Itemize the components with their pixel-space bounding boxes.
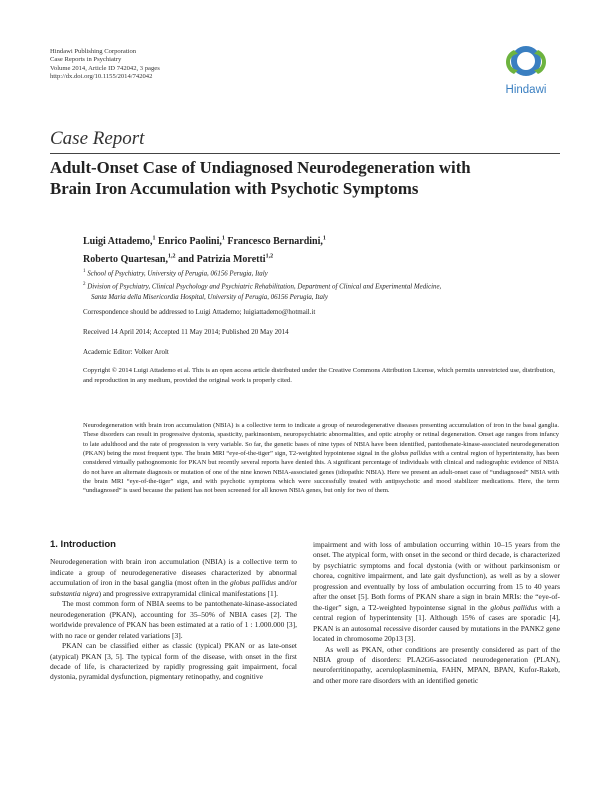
article-type: Case Report	[50, 128, 145, 149]
affiliation-continued: Santa Maria della Misericordia Hospital, University of Perugia, 06156 Perugia, Italy	[91, 294, 328, 302]
doi-link[interactable]: http://dx.doi.org/10.1155/2014/742042	[50, 73, 153, 81]
hindawi-logo-icon	[496, 40, 556, 84]
column-right	[313, 540, 560, 686]
author-list	[83, 232, 503, 268]
paragraph: The most common form of NBIA seems to be pantothenate-kinase-associated neurodegeneration (PKAN), accounting for 35–50% of NBIA cases [2]. The worldwide prevalence of PKAN has been estimated at a ratio of 1 : 1.000.000 [3], with no race or gender related variations [3].	[50, 599, 297, 640]
author: and Patrizia Moretti$^{1,2}$	[178, 253, 274, 266]
affiliation: $^1$ School of Psychiatry, University of Perugia, 06156 Perugia, Italy	[83, 269, 268, 278]
article-title	[50, 157, 550, 199]
paragraph: Neurodegeneration with brain iron accumulation (NBIA) is a collective term to indicate a group of neurodegenerative diseases characterized by abnormal accumulation of iron in the basal ganglia (most often in the globus pallidus and/or substantia nigra) and progressive extrapyramidal clinical manifestations [1].	[50, 557, 297, 598]
hindawi-logo-text: Hindawi	[505, 84, 547, 96]
author: Enrico Paolini,$^1$	[157, 236, 225, 248]
paragraph: As well as PKAN, other conditions are presently considered as part of the NBIA group of disorders: PLA2G6-associated neurodegeneration (PLAN), neuroferritinopathy, aceruloplasminemia, FAHN, MPAN, BPAN, Kufor-Rakeb, and other more rare disorders with an identified genetic	[313, 644, 560, 685]
author: Luigi Attademo,$^1$	[83, 236, 156, 248]
affiliation-list	[83, 267, 563, 304]
correspondence: Correspondence should be addressed to Luigi Attademo; luigiattademo@hotmail.it	[83, 308, 316, 316]
copyright-notice: Copyright © 2014 Luigi Attademo et al. This is an open access article distributed under the Creative Commons Attribution License, which permits unrestricted use, distribution, and reproduction in any medium, provided the original work is properly cited.	[83, 367, 555, 385]
academic-editor: Academic Editor: Volker Arolt	[83, 348, 169, 356]
paragraph: impairment and with loss of ambulation occurring within 10–15 years from the onset. The atypical form, with onset in the second or third decade, is characterized by psychiatric symptoms and focal dystonia (with or without parkinsonism or chorea, cognitive impairment, and late gait dysfunction), as well as by a slower progression and eventually by loss of ambulation occurring from 15 to 40 years after the onset [5]. Both forms of PKAN share a sign in brain MRIs: the “eye-of-the-tiger” sign, a T2-weighted hypointense signal in the globus pallidus with a central region of hyperintensity [1]. Although 15% of cases are sporadic [4], PKAN is an autosomal recessive disorder caused by mutations in the PANK2 gene located in chromosome 20p13 [3].	[313, 540, 560, 644]
author: Roberto Quartesan,$^{1,2}$	[83, 253, 176, 266]
paragraph: PKAN can be classified either as classic (typical) PKAN or as late-onset (atypical) PKAN [3, 5]. The typical form of the disease, with onset in the first decade of life, is characterized by rapidly progressing gait impairment, focal dystonia, pyramidal dysfunction, pigmentary retinopathy, and cognitive	[50, 641, 297, 682]
header-divider	[50, 153, 560, 154]
section-heading: 1. Introduction	[50, 539, 116, 550]
journal-name: Case Reports in Psychiatry	[50, 56, 122, 64]
affiliation: $^2$ Division of Psychiatry, Clinical Psychology and Psychiatric Rehabilitation, Department of Clinical and Experimental Medicine,	[83, 282, 442, 291]
journal-header	[50, 48, 160, 82]
title-line-1: Adult-Onset Case of Undiagnosed Neurodegeneration with	[50, 158, 471, 177]
author: Francesco Bernardini,$^1$	[227, 236, 326, 248]
publication-dates: Received 14 April 2014; Accepted 11 May 2014; Published 20 May 2014	[83, 328, 289, 336]
publisher-name: Hindawi Publishing Corporation	[50, 48, 137, 55]
volume-info: Volume 2014, Article ID 742042, 3 pages	[50, 64, 160, 72]
hindawi-logo[interactable]	[496, 40, 556, 104]
column-left	[50, 540, 297, 683]
abstract: Neurodegeneration with brain iron accumulation (NBIA) is a collective term to indicate a group of neurodegenerative diseases presenting accumulation of iron in the basal ganglia. These disorders can result in progressive dystonia, spasticity, parkinsonism, neuropsychiatric abnormalities, and optic atrophy or retinal degeneration. Onset age ranges from infancy to late adulthood and the rate of progression is very variable. So far, the genetic bases of nine types of NBIA have been identified, pantothenate-kinase-associated neurodegeneration (PKAN) being the most frequent type. The brain MRI “eye-of-the-tiger” sign, T2-weighted hypointense signal in the globus pallidus with a central region of hyperintensity, has been considered virtually pathognomonic for PKAN but recently several reports have denied this. A significant percentage of individuals with clinical and radiographic evidence of NBIA do not have an alternate diagnosis or mutation of one of the nine known NBIA-associated genes (idiopathic NBIA). Here we present an adult-onset case of “undiagnosed” NBIA with the brain MRI “eye-of-the-tiger” sign, and with psychotic symptoms which were successfully treated with antipsychotic and mood stabilizer medications. Here, the term “undiagnosed” is used because the patient has not been screened for all known NBIA genes, but only for two of them.	[83, 422, 559, 495]
title-line-2: Brain Iron Accumulation with Psychotic Symptoms	[50, 179, 419, 198]
